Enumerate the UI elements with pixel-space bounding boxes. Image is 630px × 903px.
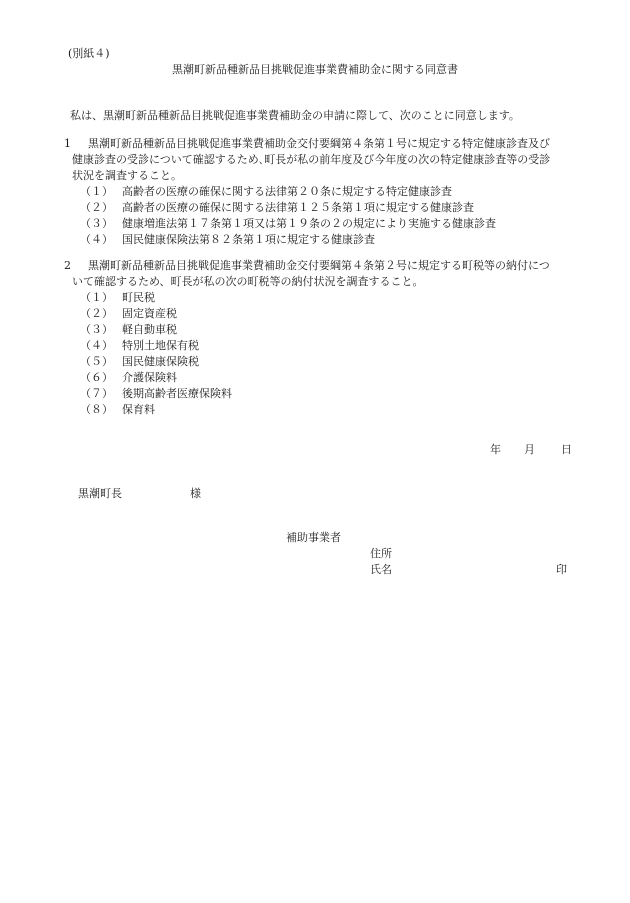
- section-number: 2: [64, 259, 71, 272]
- addressee-honorific: 様: [190, 487, 201, 500]
- address-label: 住所: [370, 547, 392, 560]
- list-item: （６） 介護保険料: [80, 371, 177, 384]
- section-text-line: 黒潮町新品種新品目挑戦促進事業費補助金交付要綱第４条第１号に規定する特定健康診査及び: [88, 137, 550, 150]
- intro-paragraph: 私は、黒潮町新品種新品目挑戦促進事業費補助金の申請に際して、次のことに同意します。: [70, 109, 520, 122]
- section-text-line: 状況を調査すること。: [72, 169, 182, 182]
- list-item: （５） 国民健康保険税: [80, 355, 199, 368]
- applicant-label: 補助事業者: [286, 531, 341, 544]
- section-health-checkup: [64, 136, 584, 248]
- annex-label: (別紙４): [68, 47, 110, 60]
- day-label: 日: [561, 443, 572, 456]
- section-text-line: 黒潮町新品種新品目挑戦促進事業費補助金交付要綱第４条第２号に規定する町税等の納付につ: [88, 259, 550, 272]
- list-item: （１） 高齢者の医療の確保に関する法律第２０条に規定する特定健康診査: [80, 185, 452, 198]
- month-label: 月: [524, 443, 535, 456]
- section-tax-payment: [64, 258, 584, 418]
- list-item: （３） 軽自動車税: [80, 323, 177, 336]
- section-number: 1: [64, 137, 71, 150]
- list-item: （１） 町民税: [80, 291, 155, 304]
- list-item: （７） 後期高齢者医療保険料: [80, 387, 232, 400]
- document-title: 黒潮町新品種新品目挑戦促進事業費補助金に関する同意書: [172, 63, 458, 76]
- list-item: （２） 固定資産税: [80, 307, 177, 320]
- section-text-line: いて確認するため、町長が私の次の町税等の納付状況を調査すること。: [72, 275, 424, 288]
- list-item: （３） 健康増進法第１７条第１項又は第１９条の２の規定により実施する健康診査: [80, 217, 496, 230]
- list-item: （２） 高齢者の医療の確保に関する法律第１２５条第１項に規定する健康診査: [80, 201, 474, 214]
- tax-list: [64, 290, 584, 418]
- addressee-mayor: 黒潮町長: [78, 487, 122, 500]
- seal-label: 印: [556, 563, 567, 576]
- list-item: （８） 保育料: [80, 403, 155, 416]
- list-item: （４） 国民健康保険法第８２条第１項に規定する健康診査: [80, 233, 375, 246]
- year-label: 年: [490, 443, 501, 456]
- list-item: （４） 特別土地保有税: [80, 339, 199, 352]
- checkup-list: [64, 184, 584, 248]
- name-label: 氏名: [370, 563, 392, 576]
- section-text-line: 健康診査の受診について確認するため､町長が私の前年度及び今年度の次の特定健康診査等の受診: [72, 153, 551, 166]
